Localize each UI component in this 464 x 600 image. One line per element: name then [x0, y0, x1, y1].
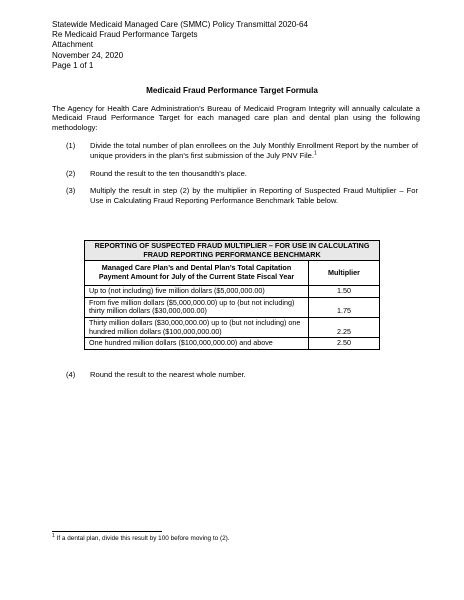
- range-cell: Up to (not including) five million dollars ($5,000,000.00): [85, 285, 309, 297]
- header-line-date: November 24, 2020: [52, 50, 124, 60]
- footnote-marker: 1: [52, 532, 55, 539]
- range-cell: From five million dollars ($5,000,000.00) up to (but not including) thirty million dollars ($30,000,000.00): [85, 297, 309, 317]
- column-header-capitation: Managed Care Plan’s and Dental Plan’s Total Capitation Payment Amount for July of the Current State Fiscal Year: [85, 261, 309, 285]
- multiplier-cell: 1.75: [309, 297, 380, 317]
- multiplier-table: [84, 240, 380, 350]
- step-number: (3): [66, 186, 76, 195]
- step-text-body: Divide the total number of plan enrollees on the July Monthly Enrollment Report by the number of unique providers in the plan’s first submission of the July PNV File.: [90, 141, 418, 160]
- table-title-row: [85, 241, 380, 261]
- range-cell: Thirty million dollars ($30,000,000.00) up to (but not including) one hundred million dollars ($100,000,000.00): [85, 317, 309, 337]
- step-number: (1): [66, 141, 76, 150]
- table-row: [85, 297, 380, 317]
- multiplier-cell: 1.50: [309, 285, 380, 297]
- document-header: [52, 20, 308, 71]
- multiplier-cell: 2.25: [309, 317, 380, 337]
- step-text: Round the result to the nearest whole number.: [90, 370, 246, 379]
- table-row: [85, 285, 380, 297]
- table-title: REPORTING OF SUSPECTED FRAUD MULTIPLIER – FOR USE IN CALCULATING FRAUD REPORTING PERFORMANCE BENCHMARK: [85, 241, 380, 261]
- step-number: (4): [66, 370, 76, 379]
- step-number: (2): [66, 169, 76, 178]
- step-text: Round the result to the ten thousandth’s place.: [90, 169, 247, 178]
- footnote: [52, 532, 230, 542]
- column-header-multiplier: Multiplier: [309, 261, 380, 285]
- footnote-text: If a dental plan, divide this result by 100 before moving to (2).: [56, 535, 230, 542]
- header-line-attachment: Attachment: [52, 40, 93, 50]
- multiplier-cell: 2.50: [309, 338, 380, 350]
- range-cell: One hundred million dollars ($100,000,000.00) and above: [85, 338, 309, 350]
- table-row: [85, 338, 380, 350]
- table-header-row: [85, 261, 380, 285]
- step-text: Multiply the result in step (2) by the multiplier in Reporting of Suspected Fraud Multiplier – For Use in Calculating Fraud Reporting Performance Benchmark Table below.: [90, 186, 418, 205]
- step-text: [90, 141, 418, 160]
- footnote-reference: 1: [313, 149, 317, 156]
- document-title: Medicaid Fraud Performance Target Formula: [146, 86, 318, 95]
- table-row: [85, 317, 380, 337]
- header-line-subject: Re Medicaid Fraud Performance Targets: [52, 30, 198, 40]
- header-line-transmittal: Statewide Medicaid Managed Care (SMMC) Policy Transmittal 2020-64: [52, 20, 308, 29]
- footnote-divider: [52, 531, 162, 532]
- intro-paragraph: The Agency for Health Care Administration’s Bureau of Medicaid Program Integrity will annually calculate a Medicaid Fraud Performance Target for each managed care plan and dental plan using the following methodology:: [52, 104, 420, 132]
- header-line-page: Page 1 of 1: [52, 60, 94, 70]
